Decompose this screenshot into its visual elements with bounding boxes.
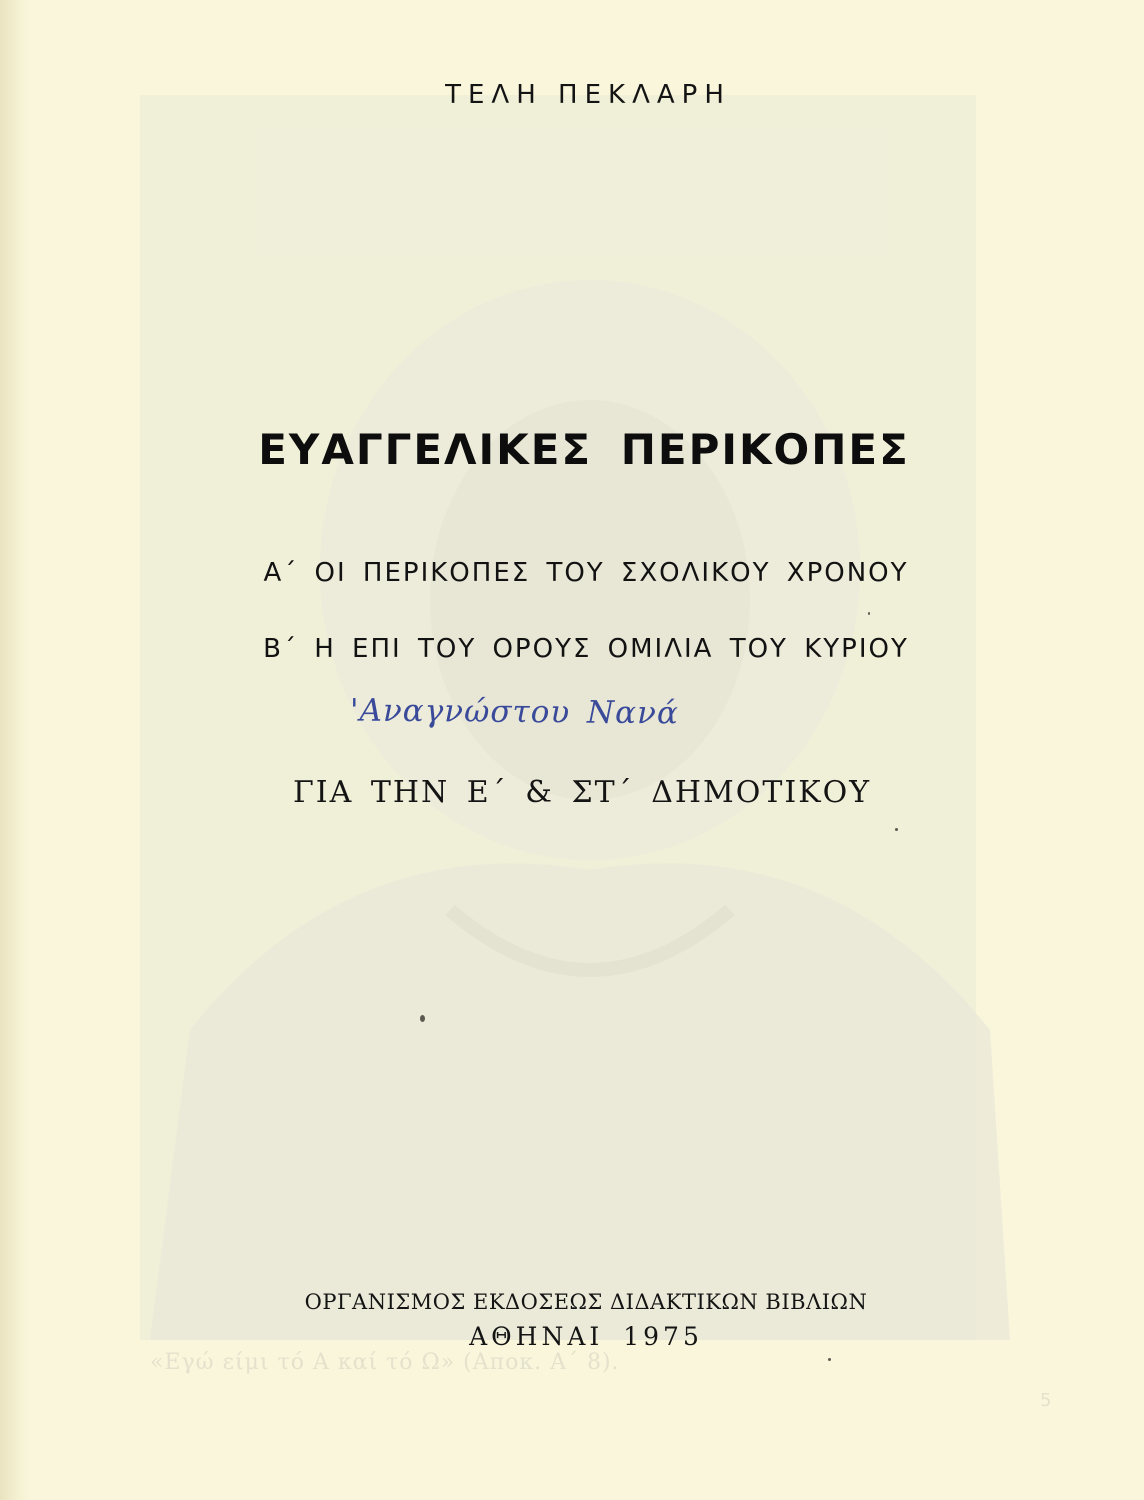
part-b-heading: Β΄ Η ΕΠΙ ΤΟΥ ΟΡΟΥΣ ΟΜΙΛΙΑ ΤΟΥ ΚΥΡΙΟΥ [263,634,909,664]
handwritten-owner-note: 'Αναγνώστου Νανά [349,692,680,732]
author-name: ΤΕΛΗ ΠΕΚΛΑΡΗ [445,80,731,110]
show-through-caption: «Εγώ είμι τό Α καί τό Ω» (Αποκ. Α΄ 8). [150,1350,620,1375]
publisher-name: ΟΡΓΑΝΙΣΜΟΣ ΕΚΔΟΣΕΩΣ ΔΙΔΑΚΤΙΚΩΝ ΒΙΒΛΙΩΝ [304,1290,868,1314]
part-a-heading: Α΄ ΟΙ ΠΕΡΙΚΟΠΕΣ ΤΟΥ ΣΧΟΛΙΚΟΥ ΧΡΟΝΟΥ [263,558,909,588]
paper-speck [420,1015,425,1022]
page-left-edge [0,0,30,1500]
book-title: ΕΥΑΓΓΕΛΙΚΕΣ ΠΕΡΙΚΟΠΕΣ [258,425,910,474]
paper-speck [828,1358,831,1361]
paper-speck [868,612,870,615]
paper-speck [895,828,898,831]
grade-level-line: ΓΙΑ ΤΗΝ Ε΄ & ΣΤ΄ ΔΗΜΟΤΙΚΟΥ [292,775,872,810]
publication-place-year: ΑΘΗΝΑΙ 1975 [469,1322,703,1351]
show-through-page-number: 5 [1040,1390,1052,1411]
